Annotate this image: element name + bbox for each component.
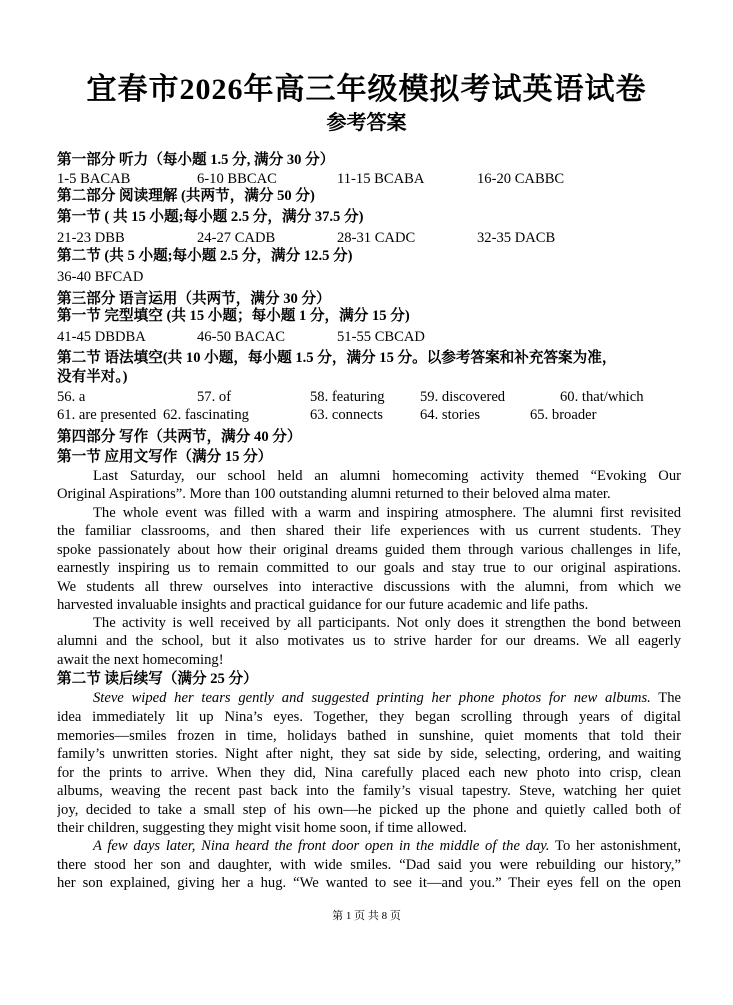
section-heading: 第三部分 语言运用（共两节，满分 30 分） <box>57 291 331 307</box>
answer-group: 58. featuring <box>310 389 385 405</box>
essay-text: memories—smiles frozen in time, holidays bathed in sunshine, quiet moments that told their <box>57 728 681 744</box>
essay-text: their children, suggesting they might visit home soon, if time allowed. <box>57 820 467 836</box>
essay-text: The <box>650 690 681 706</box>
answer-group: 36-40 BFCAD <box>57 269 144 285</box>
answer-group: 51-55 CBCAD <box>337 329 425 345</box>
answer-group: 65. broader <box>530 407 597 423</box>
essay-line <box>57 801 681 820</box>
answer-row <box>57 328 681 347</box>
section-heading: 第一部分 听力（每小题 1.5 分, 满分 30 分） <box>57 152 335 168</box>
answer-row <box>57 229 681 248</box>
essay-line <box>57 782 681 801</box>
section-heading: 第一节 应用文写作（满分 15 分） <box>57 449 273 465</box>
italic-prompt: A few days later, Nina heard the front door open in the middle of the day. <box>93 838 550 854</box>
essay-text: We students all threw ourselves into interactive discussions with the alumni, from which we <box>57 579 681 595</box>
answer-group: 59. discovered <box>420 389 506 405</box>
essay-line <box>57 541 681 560</box>
answer-row <box>57 406 681 425</box>
section-heading: 第一节 完型填空 (共 15 小题；每小题 1 分，满分 15 分) <box>57 308 410 324</box>
essay-line <box>57 689 681 708</box>
answer-group: 11-15 BCABA <box>337 171 425 187</box>
essay-line <box>57 559 681 578</box>
answer-group: 63. connects <box>310 407 383 423</box>
answer-group: 46-50 BACAC <box>197 329 285 345</box>
essay-line <box>57 745 681 764</box>
essay-text: joy, decided to take a small step of his own—he picked up the phone and quietly called both of <box>57 802 681 818</box>
section-heading: 第二节 读后续写（满分 25 分） <box>57 671 258 687</box>
essay-line <box>57 485 681 504</box>
essay-line <box>57 467 681 486</box>
answer-group: 16-20 CABBC <box>477 171 565 187</box>
essay-line <box>57 596 681 615</box>
essay-text: albums, weaving the recent past back into the family’s visual tapestry. Steve, watching her quiet <box>57 783 681 799</box>
essay-text: Original Aspirations”. More than 100 outstanding alumni returned to their beloved alma mater. <box>57 486 611 502</box>
essay-line <box>57 578 681 597</box>
essay-line <box>57 874 681 893</box>
essay-text: there stood her son and daughter, with wide smiles. “Dad said you were rebuilding our history,” <box>57 857 681 873</box>
section-heading: 第二节 (共 5 小题;每小题 2.5 分，满分 12.5 分) <box>57 248 353 264</box>
essay-line <box>57 504 681 523</box>
essay-text: earnestly inspiring us to remain committed to our goals and stay true to our original aspirations. <box>57 560 681 576</box>
essay-text: Last Saturday, our school held an alumni homecoming activity themed “Evoking Our <box>93 468 681 484</box>
essay-line <box>57 651 681 670</box>
essay-line <box>57 819 681 838</box>
essay-line <box>57 764 681 783</box>
section-heading: 第二节 语法填空(共 10 小题，每小题 1.5 分，满分 15 分。以参考答案和补充答案为准， <box>57 350 617 366</box>
answer-row <box>57 268 681 287</box>
answer-group: 24-27 CADB <box>197 230 276 246</box>
answer-group: 64. stories <box>420 407 480 423</box>
essay-line <box>57 856 681 875</box>
essay-text: spoke passionately about how their original dreams guided them through various challenges in life, <box>57 542 681 558</box>
answer-group: 57. of <box>197 389 232 405</box>
answer-group: 61. are presented <box>57 407 157 423</box>
essay-text: the familiar classrooms, and then shared their life experiences with us current students. They <box>57 523 681 539</box>
essay-line <box>57 837 681 856</box>
answer-group: 60. that/which <box>560 389 644 405</box>
essay-text: harvested invaluable insights and practical guidance for our future academic and life paths. <box>57 597 589 613</box>
essay-text: idea immediately lit up Nina’s eyes. Together, they began scrolling through years of digital <box>57 709 681 725</box>
essay-line <box>57 614 681 633</box>
answer-group: 28-31 CADC <box>337 230 416 246</box>
essay-line <box>57 632 681 651</box>
answer-group: 41-45 DBDBA <box>57 329 146 345</box>
page-subtitle: 参考答案 <box>326 112 407 134</box>
answer-group: 56. a <box>57 389 86 405</box>
essay-line <box>57 522 681 541</box>
essay-text: To her astonishment, <box>549 838 681 854</box>
essay-text: The activity is well received by all participants. Not only does it strengthen the bond between <box>93 615 681 631</box>
section-heading: 第二部分 阅读理解 (共两节，满分 50 分) <box>57 188 315 204</box>
italic-prompt: Steve wiped her tears gently and suggested printing her phone photos for new albums. <box>93 690 651 706</box>
essay-text: for the prints to arrive. When they did, Nina carefully placed each new photo into crisp, clean <box>57 765 681 781</box>
essay-text: The whole event was filled with a warm and inspiring atmosphere. The alumni first revisited <box>93 505 681 521</box>
answer-group: 1-5 BACAB <box>57 171 131 187</box>
page-footer: 第 1 页 共 8 页 <box>332 910 401 922</box>
essay-text: family’s unwritten stories. Night after night, they sat side by side, selecting, ordering, and waiting <box>57 746 681 762</box>
answer-group: 32-35 DACB <box>477 230 556 246</box>
answer-row <box>57 388 681 407</box>
section-heading: 第四部分 写作（共两节，满分 40 分） <box>57 429 302 445</box>
essay-line <box>57 708 681 727</box>
essay-text: her son explained, giving her a hug. “We wanted to see it—and you.” Their eyes fell on the open <box>57 875 681 891</box>
answer-group: 21-23 DBB <box>57 230 125 246</box>
section-heading: 第一节 ( 共 15 小题;每小题 2.5 分，满分 37.5 分) <box>57 209 364 225</box>
answer-group: 6-10 BBCAC <box>197 171 277 187</box>
essay-line <box>57 727 681 746</box>
section-heading: 没有半对。) <box>57 369 128 385</box>
answer-group: 62. fascinating <box>163 407 249 423</box>
essay-text: await the next homecoming! <box>57 652 224 668</box>
page-title: 宜春市2026年高三年级模拟考试英语试卷 <box>86 73 647 106</box>
essay-text: alumni and the school, but it also motivates us to strive harder for our dreams. We all eagerly <box>57 633 681 649</box>
